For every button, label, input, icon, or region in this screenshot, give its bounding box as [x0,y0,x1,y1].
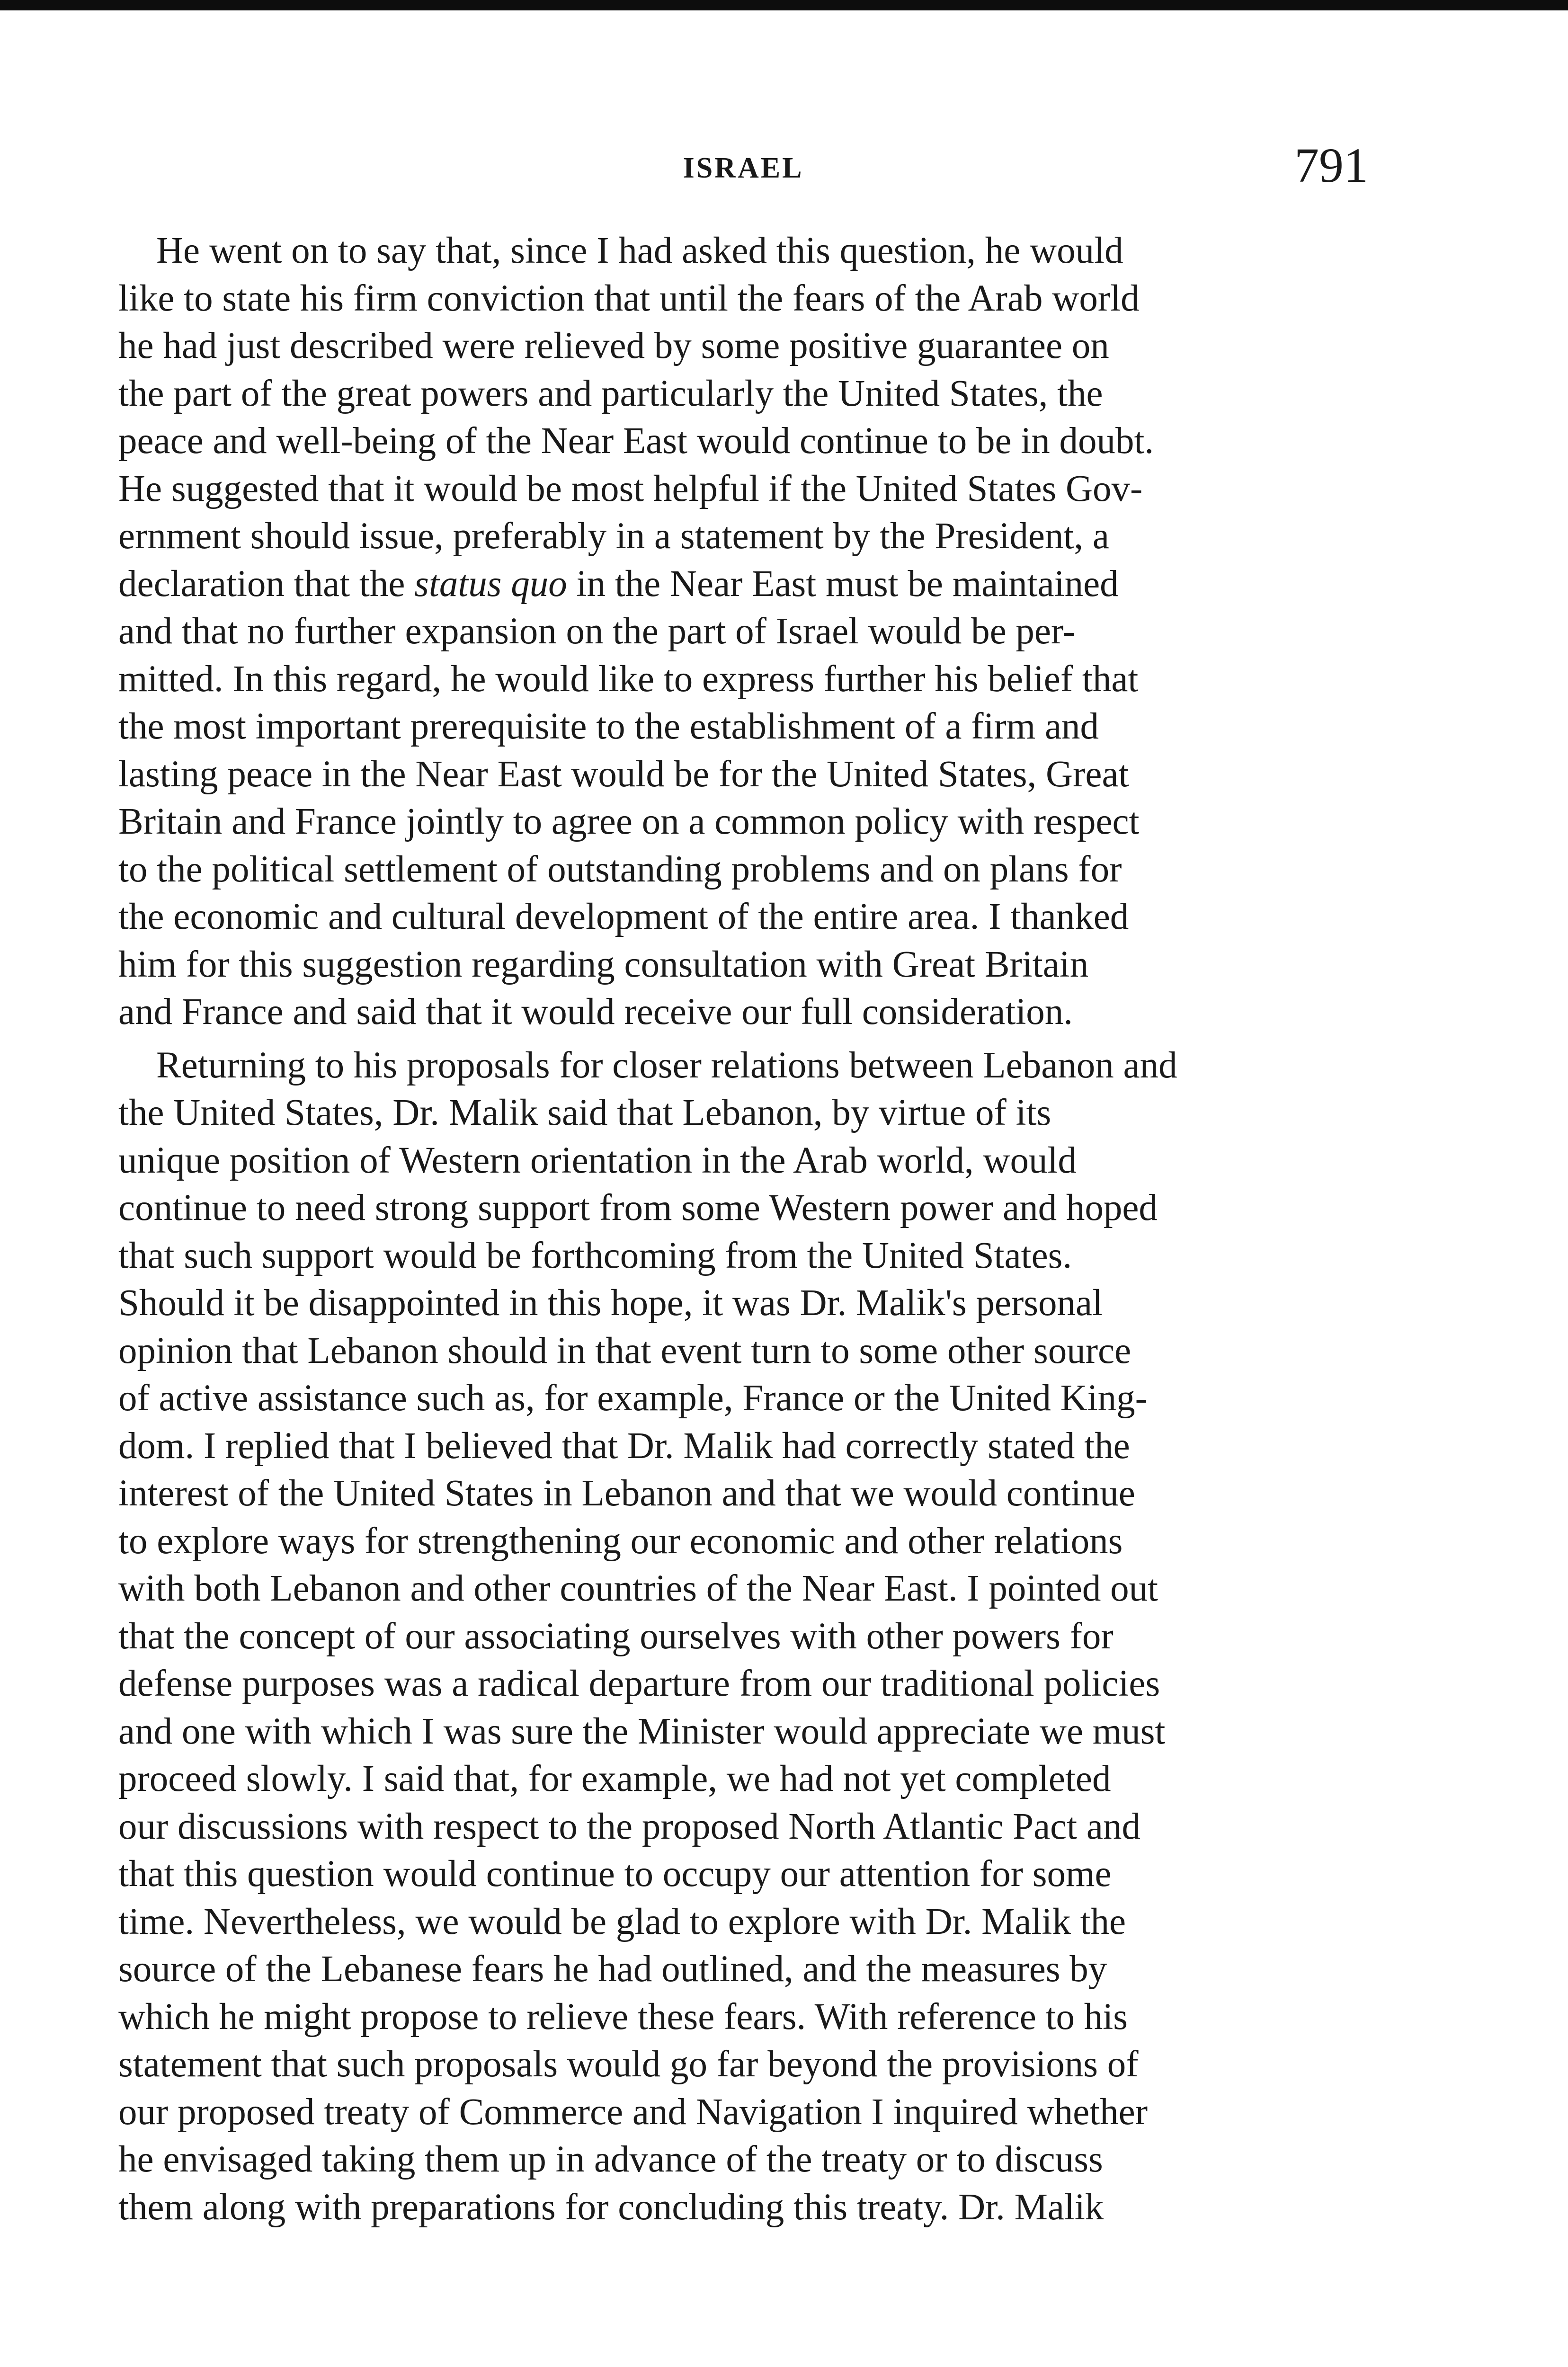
text-line: opinion that Lebanon should in that event turn to some other source [118,1330,1131,1371]
text-line: the part of the great powers and particularly the United States, the [118,373,1103,414]
text-line: mitted. In this regard, he would like to express further his belief that [118,658,1139,700]
text-line: to the political settlement of outstanding problems and on plans for [118,848,1122,890]
text-line: dom. I replied that I believed that Dr. Malik had correctly stated the [118,1425,1130,1467]
section-title: ISRAEL [683,152,804,184]
text-line: interest of the United States in Lebanon and that we would continue [118,1473,1135,1514]
text-line: He went on to say that, since I had asked this question, he would [156,230,1123,271]
text-line: that the concept of our associating ourselves with other powers for [118,1615,1114,1657]
text-line: and that no further expansion on the part of Israel would be per- [118,611,1076,652]
text-line: to explore ways for strengthening our economic and other relations [118,1520,1123,1562]
text-line: he had just described were relieved by some positive guarantee on [118,325,1109,366]
text-line: source of the Lebanese fears he had outlined, and the measures by [118,1949,1107,1990]
text-line: with both Lebanon and other countries of the Near East. I pointed out [118,1568,1158,1609]
paragraph [118,1042,1368,2232]
text-line: and one with which I was sure the Minister would appreciate we must [118,1710,1166,1752]
italic-phrase: status quo [414,563,567,605]
text-segment: declaration that the [118,563,415,605]
text-line: him for this suggestion regarding consultation with Great Britain [118,943,1089,985]
text-line: our discussions with respect to the proposed North Atlantic Pact and [118,1806,1140,1847]
text-line: the most important prerequisite to the establishment of a firm and [118,706,1099,747]
top-border-rule [0,0,1568,10]
text-line [118,561,1368,608]
text-line: the economic and cultural development of the entire area. I thanked [118,896,1129,937]
text-line: he envisaged taking them up in advance of the treaty or to discuss [118,2139,1103,2180]
text-line: Returning to his proposals for closer relations between Lebanon and [156,1044,1177,1086]
text-line: lasting peace in the Near East would be for the United States, Great [118,753,1129,795]
text-line: which he might propose to relieve these fears. With reference to his [118,1996,1128,2038]
running-head [118,137,1368,199]
page-number: 791 [1294,138,1368,193]
text-line: unique position of Western orientation in the Arab world, would [118,1139,1077,1181]
text-line: Britain and France jointly to agree on a common policy with respect [118,801,1140,842]
text-line: continue to need strong support from some Western power and hoped [118,1187,1158,1228]
text-line: proceed slowly. I said that, for example, we had not yet completed [118,1758,1111,1799]
paragraph [118,227,1368,1036]
text-line: and France and said that it would receive our full consideration. [118,991,1073,1032]
text-segment: in the Near East must be maintained [567,563,1119,605]
text-line: like to state his firm conviction that until the fears of the Arab world [118,277,1140,319]
text-line: that such support would be forthcoming from the United States. [118,1235,1072,1276]
text-line: ernment should issue, preferably in a statement by the President, a [118,516,1109,557]
text-line: peace and well-being of the Near East would continue to be in doubt. [118,420,1154,462]
body-text [118,227,1368,2237]
text-line: time. Nevertheless, we would be glad to explore with Dr. Malik the [118,1901,1126,1942]
text-line: that this question would continue to occupy our attention for some [118,1853,1112,1895]
text-line: of active assistance such as, for example, France or the United King- [118,1378,1148,1419]
text-line: them along with preparations for concluding this treaty. Dr. Malik [118,2186,1104,2228]
text-line: statement that such proposals would go far beyond the provisions of [118,2044,1139,2085]
text-line: Should it be disappointed in this hope, it was Dr. Malik's personal [118,1282,1103,1324]
text-line: defense purposes was a radical departure from our traditional policies [118,1663,1160,1704]
text-line: the United States, Dr. Malik said that Lebanon, by virtue of its [118,1092,1051,1133]
text-line: our proposed treaty of Commerce and Navigation I inquired whether [118,2091,1148,2133]
text-line: He suggested that it would be most helpful if the United States Gov- [118,468,1143,509]
